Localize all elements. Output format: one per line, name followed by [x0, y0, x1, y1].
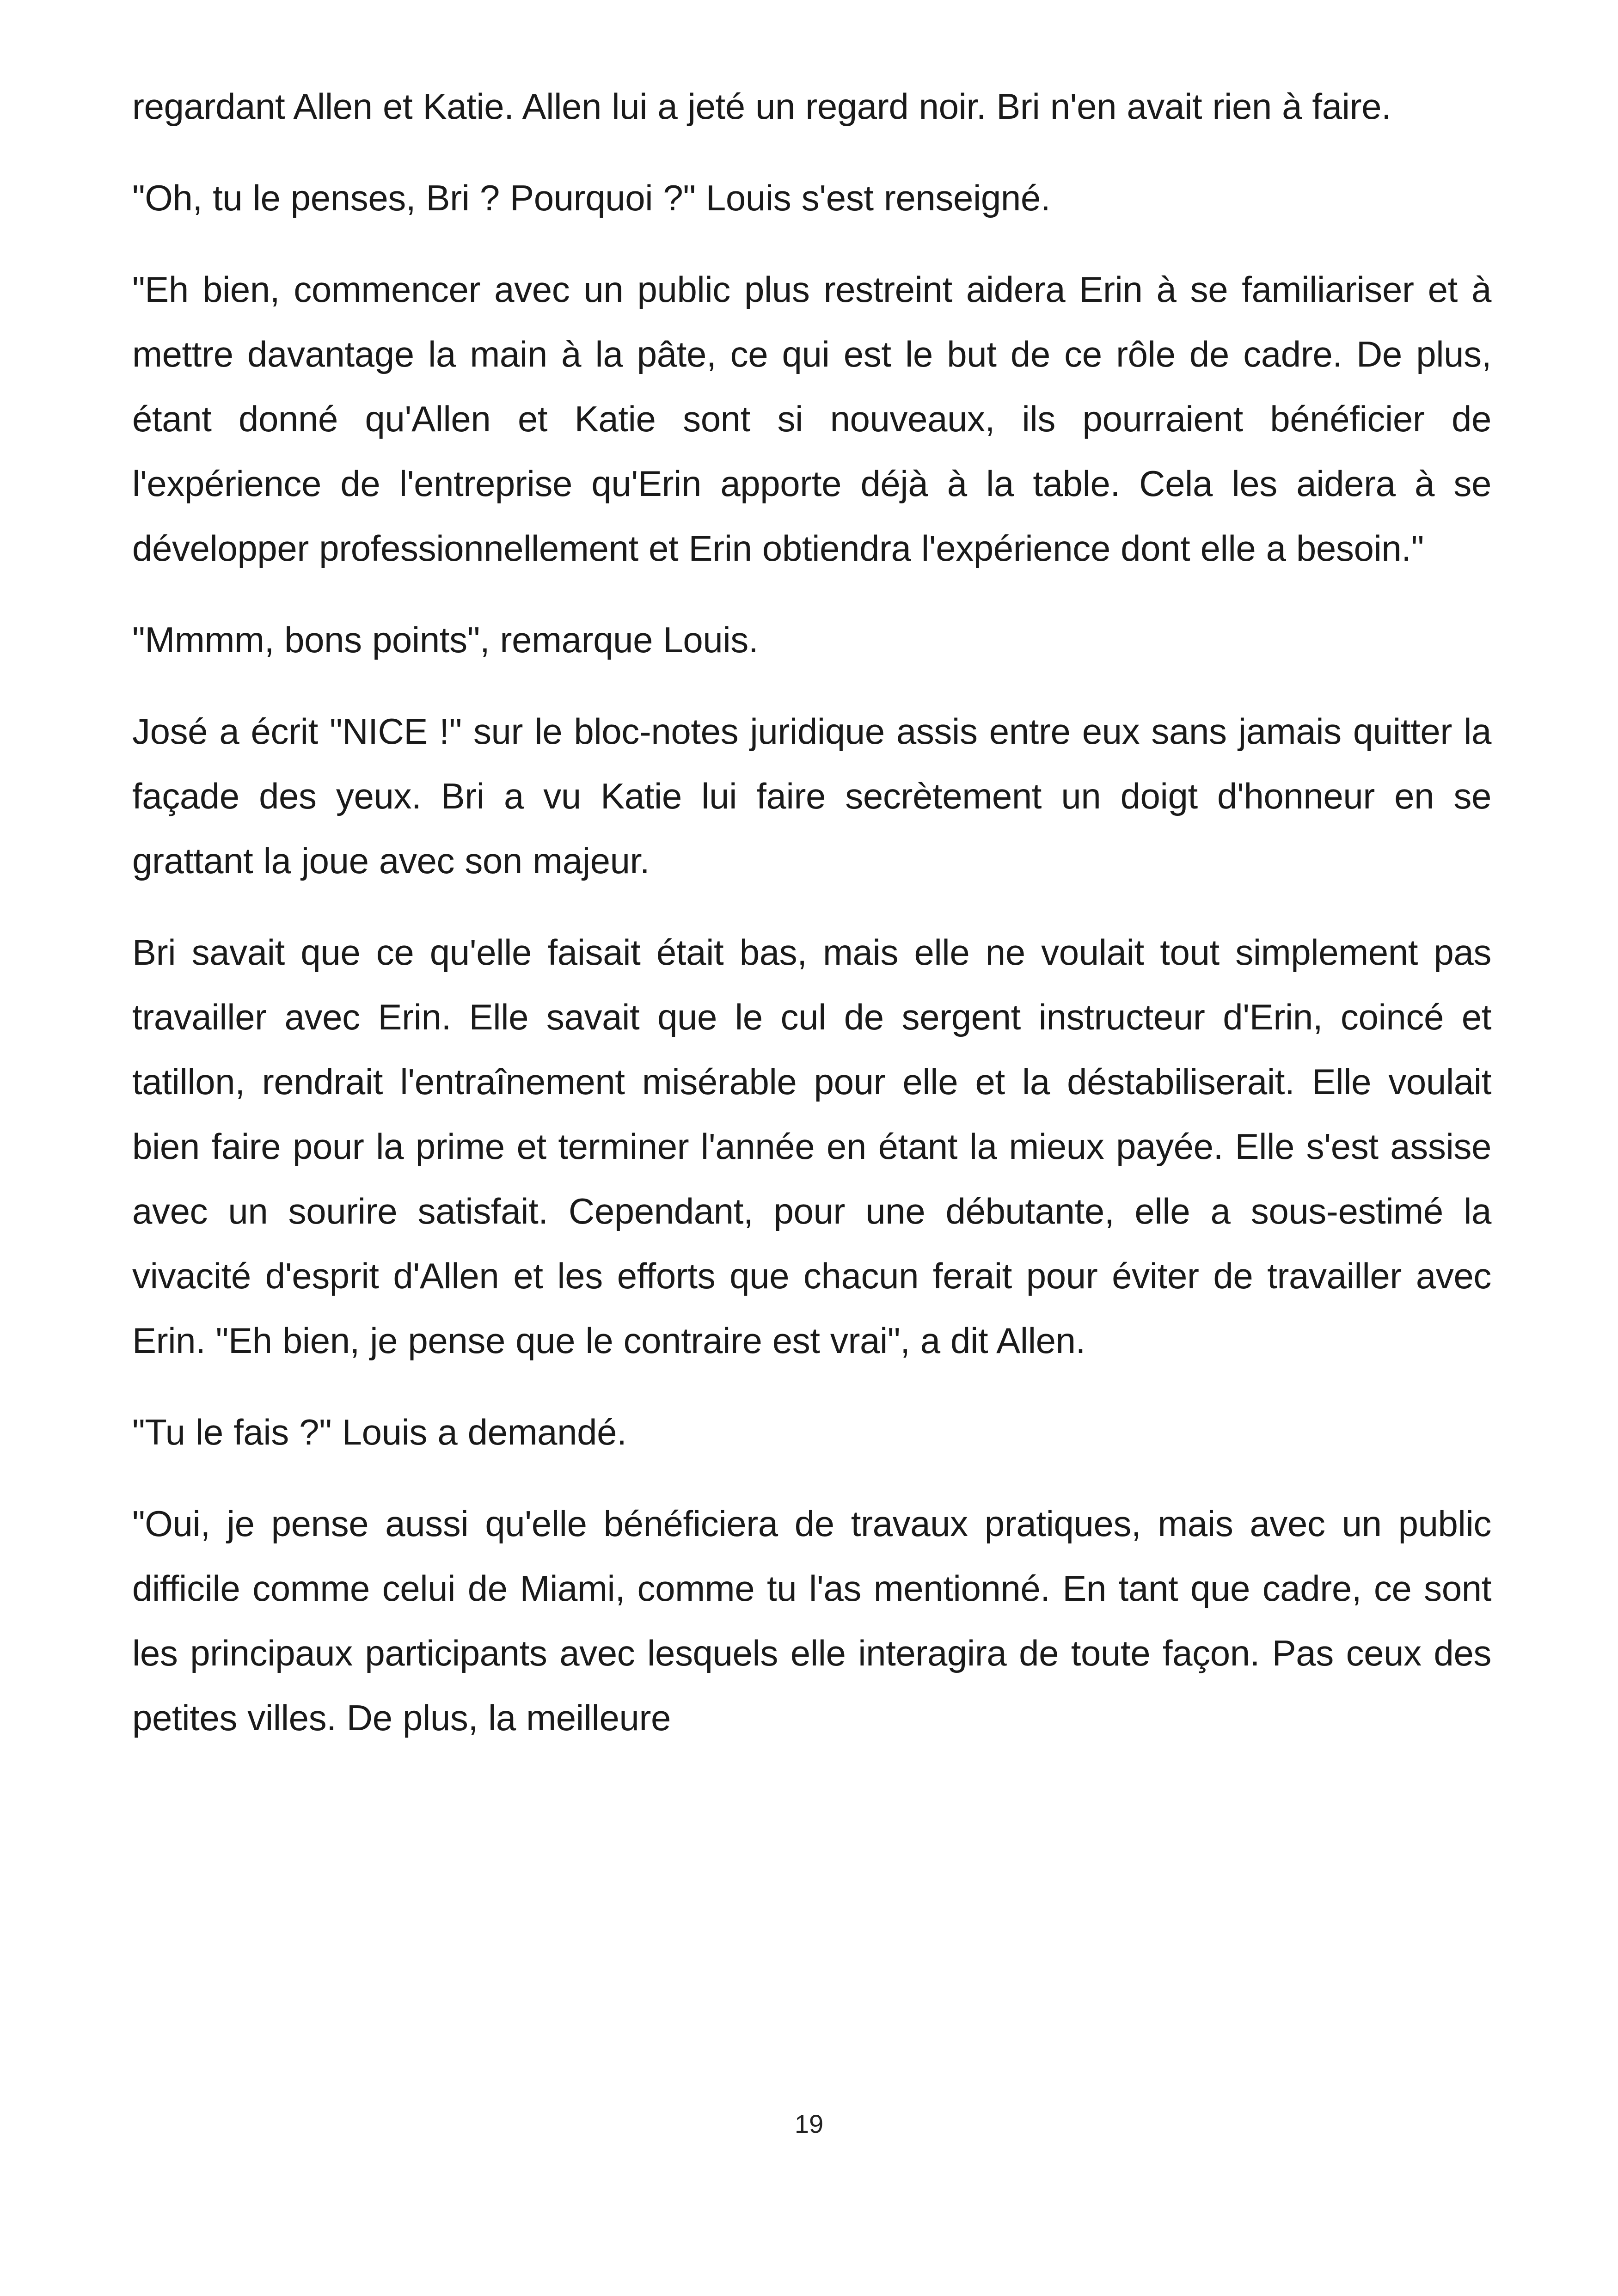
paragraph: "Eh bien, commencer avec un public plus restreint aidera Erin à se familiariser et à mettre davantage la main à la pâte, ce qui est le but de ce rôle de cadre. De plus, étant donné qu'Allen et Katie sont si nouveaux, ils pourraient bénéficier de l'expérience de l'entreprise qu'Erin apporte déjà à la table. Cela les aidera à se développer professionnellement et Erin obtiendra l'expérience dont elle a besoin." — [132, 269, 1491, 569]
body-text — [132, 74, 1491, 1777]
paragraph: "Oh, tu le penses, Bri ? Pourquoi ?" Louis s'est renseigné. — [132, 178, 1051, 218]
paragraph: regardant Allen et Katie. Allen lui a jeté un regard noir. Bri n'en avait rien à faire. — [132, 86, 1391, 127]
paragraph: "Mmmm, bons points", remarque Louis. — [132, 619, 759, 660]
paragraph: "Oui, je pense aussi qu'elle bénéficiera de travaux pratiques, mais avec un public difficile comme celui de Miami, comme tu l'as mentionné. En tant que cadre, ce sont les principaux participants avec lesquels elle interagira de toute façon. Pas ceux des petites villes. De plus, la meilleure — [132, 1503, 1491, 1738]
paragraph: Bri savait que ce qu'elle faisait était bas, mais elle ne voulait tout simplement pas travailler avec Erin. Elle savait que le cul de sergent instructeur d'Erin, coincé et tatillon, rendrait l'entraînement misérable pour elle et la déstabiliserait. Elle voulait bien faire pour la prime et terminer l'année en étant la mieux payée. Elle s'est assise avec un sourire satisfait. Cependant, pour une débutante, elle a sous-estimé la vivacité d'esprit d'Allen et les efforts que chacun ferait pour éviter de travailler avec Erin. "Eh bien, je pense que le contraire est vrai", a dit Allen. — [132, 932, 1491, 1361]
paragraph: "Tu le fais ?" Louis a demandé. — [132, 1412, 627, 1452]
paragraph: José a écrit "NICE !" sur le bloc-notes juridique assis entre eux sans jamais quitter la façade des yeux. Bri a vu Katie lui faire secrètement un doigt d'honneur en se grattant la joue avec son majeur. — [132, 711, 1491, 881]
page-number: 19 — [794, 2109, 824, 2138]
